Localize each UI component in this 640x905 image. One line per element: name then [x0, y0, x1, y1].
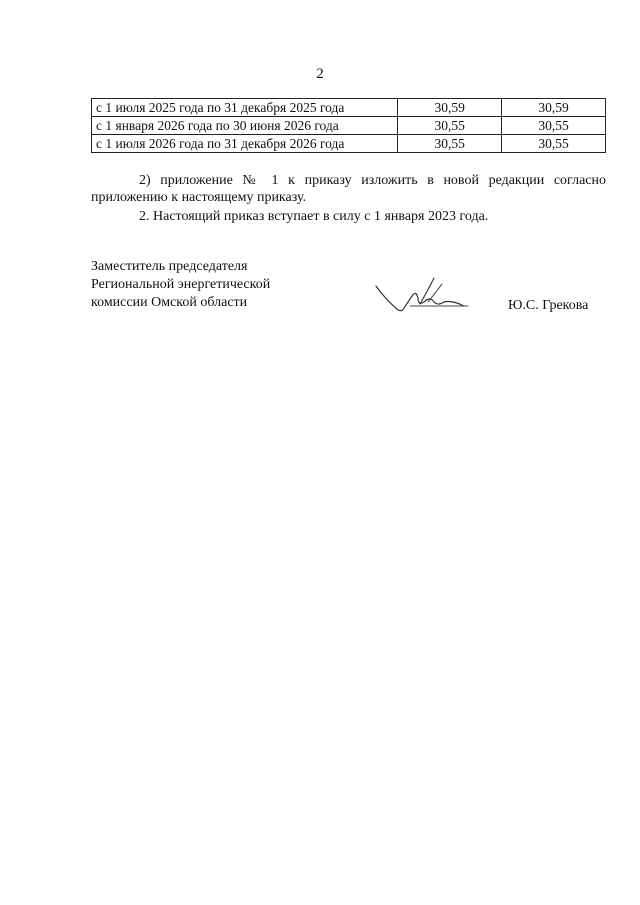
table-row — [92, 117, 606, 135]
tariff-table — [91, 98, 606, 153]
signer-position-line: Региональной энергетической — [91, 277, 271, 292]
signer-position-line: комиссии Омской области — [91, 295, 248, 310]
value-cell: 30,59 — [398, 99, 502, 117]
paragraph-amendment: 2) приложение № 1 к приказу изложить в новой редакции согласно приложению к настоящему приказу. — [91, 173, 606, 205]
paragraph-effective-date: 2. Настоящий приказ вступает в силу с 1 января 2023 года. — [139, 209, 489, 224]
value-cell: 30,55 — [398, 117, 502, 135]
period-cell: с 1 июля 2025 года по 31 декабря 2025 года — [92, 99, 398, 117]
value-cell: 30,55 — [502, 117, 606, 135]
handwritten-signature — [372, 272, 472, 322]
signer-position-line: Заместитель председателя — [91, 259, 248, 274]
signer-name: Ю.С. Грекова — [508, 298, 589, 313]
signer-position — [91, 258, 270, 312]
page-number: 2 — [316, 66, 324, 82]
table-row — [92, 99, 606, 117]
table-row — [92, 135, 606, 153]
period-cell: с 1 июля 2026 года по 31 декабря 2026 года — [92, 135, 398, 153]
value-cell: 30,55 — [398, 135, 502, 153]
period-cell: с 1 января 2026 года по 30 июня 2026 года — [92, 117, 398, 135]
value-cell: 30,55 — [502, 135, 606, 153]
value-cell: 30,59 — [502, 99, 606, 117]
